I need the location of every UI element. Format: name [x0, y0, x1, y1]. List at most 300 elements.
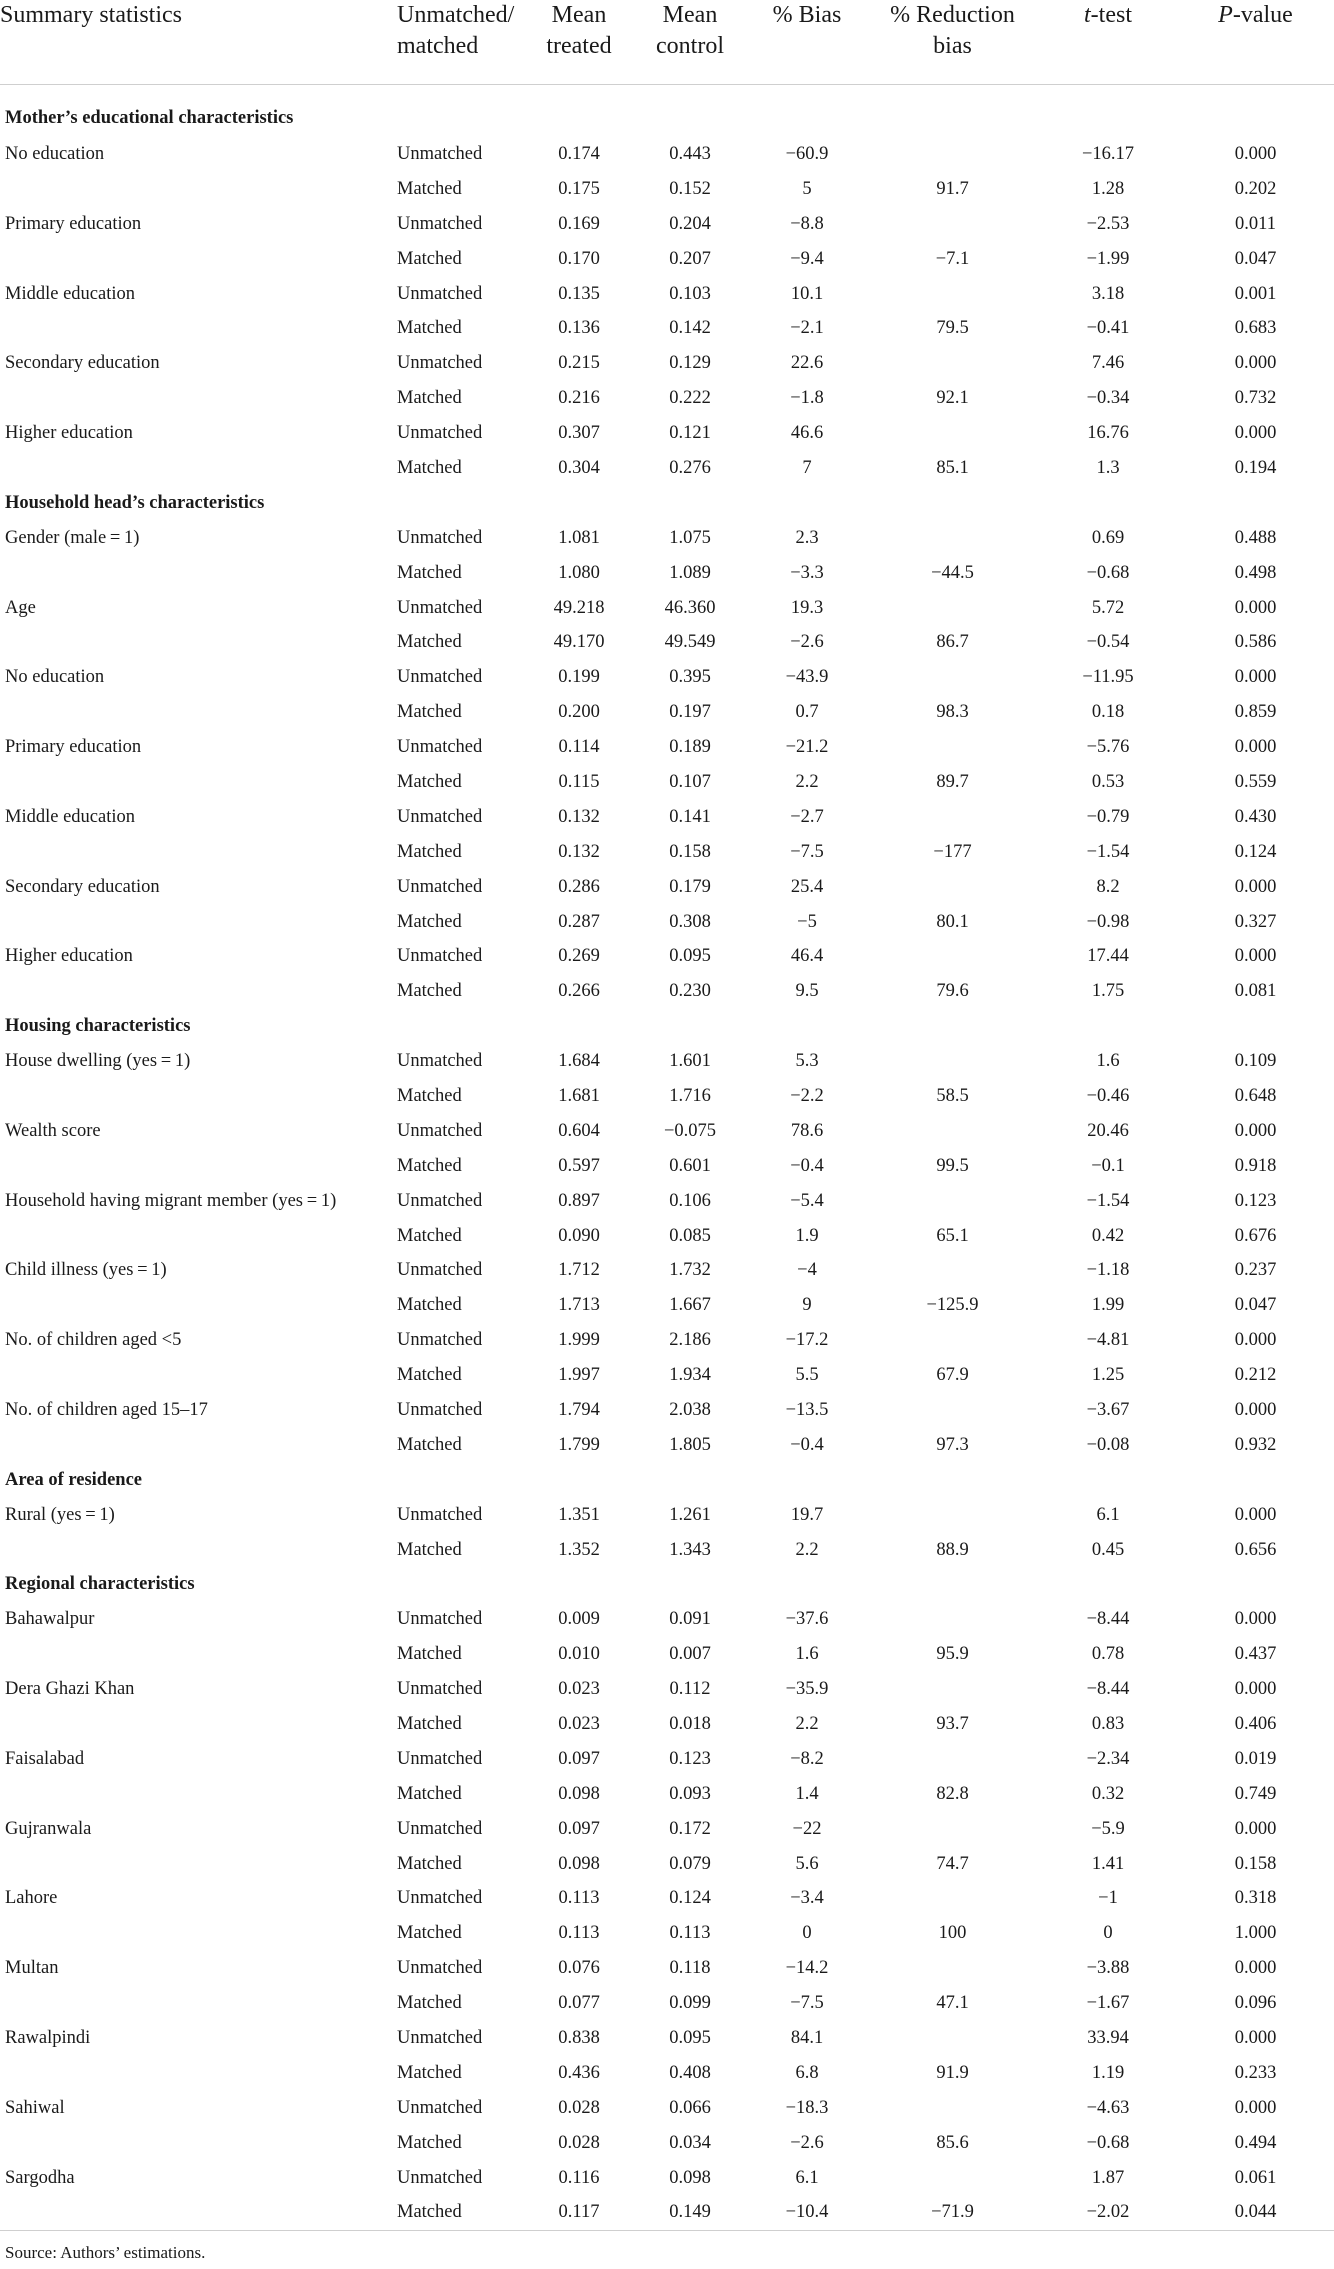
mean-control-cell: 0.007	[669, 1644, 711, 1665]
variable-label	[0, 1777, 397, 1812]
mean-treated-cell: 0.010	[558, 1644, 600, 1665]
header-text: treated	[546, 33, 612, 59]
variable-label: Higher education	[5, 423, 133, 444]
match-status-cell: Unmatched	[397, 806, 483, 827]
mean-control-cell: 0.085	[669, 1225, 711, 1246]
reduction-bias-cell	[866, 939, 1039, 974]
variable-label: Rawalpindi	[5, 2028, 91, 2049]
reduction-bias-cell	[866, 1812, 1039, 1847]
variable-label	[0, 1428, 397, 1463]
table-row	[0, 242, 1334, 277]
p-value-cell: 1.000	[1234, 1923, 1277, 1944]
mean-treated-cell: 49.170	[553, 632, 605, 653]
match-status-cell: Unmatched	[397, 737, 483, 758]
variable-label: Household having migrant member (yes = 1)	[5, 1190, 337, 1211]
mean-control-cell: 1.805	[669, 1434, 711, 1455]
mean-treated-cell: 0.132	[558, 841, 600, 862]
bias-cell: −22	[792, 1818, 822, 1839]
variable-label: No education	[5, 667, 105, 688]
p-value-cell: 0.000	[1234, 423, 1277, 444]
table-row	[0, 591, 1334, 626]
header-unmatched-matched	[397, 0, 526, 85]
bias-cell: 46.4	[790, 946, 824, 967]
bias-cell: 22.6	[790, 353, 824, 374]
header-mean-treated	[526, 0, 632, 85]
t-test-cell: −2.34	[1086, 1748, 1130, 1769]
mean-treated-cell: 0.286	[558, 876, 600, 897]
bias-cell: 46.6	[790, 423, 824, 444]
match-status-cell: Matched	[397, 841, 462, 862]
match-status-cell: Matched	[397, 1365, 462, 1386]
variable-label: Gender (male = 1)	[5, 527, 140, 548]
match-status-cell: Unmatched	[397, 946, 483, 967]
table-row	[0, 1637, 1334, 1672]
reduction-bias-cell: 74.7	[936, 1853, 969, 1874]
match-status-cell: Unmatched	[397, 1609, 483, 1630]
p-value-cell: 0.000	[1234, 667, 1277, 688]
reduction-bias-cell	[866, 2091, 1039, 2126]
p-value-cell: 0.683	[1234, 318, 1277, 339]
header-text: Mean	[551, 2, 607, 28]
match-status-cell: Matched	[397, 2132, 462, 2153]
match-status-cell: Matched	[397, 981, 462, 1002]
match-status-cell: Matched	[397, 1539, 462, 1560]
match-status-cell: Matched	[397, 1434, 462, 1455]
table-row	[0, 1916, 1334, 1951]
mean-control-cell: 1.716	[669, 1085, 711, 1106]
mean-control-cell: 0.103	[669, 283, 711, 304]
section-header-row	[0, 486, 1334, 521]
variable-label: Age	[5, 597, 36, 618]
reduction-bias-cell: 98.3	[936, 702, 969, 723]
mean-treated-cell: 0.200	[558, 702, 600, 723]
t-test-cell: −4.63	[1086, 2097, 1130, 2118]
section-title: Household head’s characteristics	[5, 492, 265, 513]
table-row	[0, 1533, 1334, 1568]
variable-label: Rural (yes = 1)	[5, 1504, 115, 1525]
table-row	[0, 939, 1334, 974]
bias-cell: −7.5	[790, 841, 824, 862]
p-value-cell: 0.001	[1234, 283, 1277, 304]
reduction-bias-cell	[866, 870, 1039, 905]
table-row	[0, 137, 1334, 172]
reduction-bias-cell	[866, 2021, 1039, 2056]
t-test-cell: 17.44	[1087, 946, 1129, 967]
bias-cell: 0.7	[795, 702, 819, 723]
mean-treated-cell: 0.169	[558, 213, 600, 234]
table-row	[0, 1742, 1334, 1777]
match-status-cell: Unmatched	[397, 1958, 483, 1979]
header-t-test	[1039, 0, 1177, 85]
p-value-cell: 0.237	[1234, 1260, 1277, 1281]
mean-treated-cell: 1.799	[558, 1434, 600, 1455]
p-value-cell: 0.859	[1234, 702, 1277, 723]
t-test-cell: −0.79	[1086, 806, 1130, 827]
variable-label: Middle education	[5, 806, 135, 827]
reduction-bias-cell	[866, 521, 1039, 556]
match-status-cell: Unmatched	[397, 1679, 483, 1700]
mean-treated-cell: 0.116	[558, 2167, 600, 2188]
section-title: Regional characteristics	[5, 1574, 195, 1595]
bias-cell: 5	[802, 178, 812, 199]
table-row	[0, 556, 1334, 591]
mean-control-cell: 1.075	[669, 527, 711, 548]
bias-cell: −60.9	[785, 143, 829, 164]
mean-control-cell: 0.095	[669, 946, 711, 967]
match-status-cell: Unmatched	[397, 2097, 483, 2118]
bias-cell: −8.8	[790, 213, 824, 234]
mean-treated-cell: 0.215	[558, 353, 600, 374]
mean-control-cell: 0.095	[669, 2028, 711, 2049]
mean-control-cell: 0.172	[669, 1818, 711, 1839]
t-test-cell: −1.54	[1086, 841, 1130, 862]
header-text: Unmatched/	[397, 2, 515, 28]
mean-treated-cell: 0.436	[558, 2062, 600, 2083]
mean-control-cell: 0.197	[669, 702, 711, 723]
match-status-cell: Matched	[397, 1853, 462, 1874]
t-test-cell: −1.18	[1086, 1260, 1130, 1281]
bias-cell: −3.3	[790, 562, 824, 583]
mean-treated-cell: 0.287	[558, 911, 600, 932]
t-test-cell: 1.3	[1096, 457, 1120, 478]
mean-treated-cell: 0.216	[558, 388, 600, 409]
match-status-cell: Unmatched	[397, 1260, 483, 1281]
bias-cell: −13.5	[785, 1400, 829, 1420]
mean-control-cell: 1.934	[669, 1365, 711, 1386]
mean-control-cell: 0.601	[669, 1155, 711, 1176]
reduction-bias-cell	[866, 1951, 1039, 1986]
table-row	[0, 451, 1334, 486]
bias-cell: −7.5	[790, 1993, 824, 2014]
table-row	[0, 1812, 1334, 1847]
table-row	[0, 660, 1334, 695]
mean-control-cell: 0.276	[669, 457, 711, 478]
table-row	[0, 870, 1334, 905]
header-text: Mean	[662, 2, 718, 28]
table-row	[0, 172, 1334, 207]
variable-label	[0, 1149, 397, 1184]
table-row	[0, 1114, 1334, 1149]
mean-control-cell: 0.121	[669, 423, 711, 444]
variable-label: Lahore	[5, 1888, 58, 1909]
reduction-bias-cell: −44.5	[931, 562, 974, 583]
bias-cell: 25.4	[790, 876, 824, 897]
bias-cell: −5	[797, 911, 817, 932]
t-test-cell: −5.9	[1091, 1818, 1125, 1839]
reduction-bias-cell	[866, 1742, 1039, 1777]
reduction-bias-cell	[866, 1672, 1039, 1707]
header-p-value	[1177, 0, 1334, 85]
bias-cell: 2.2	[795, 1714, 819, 1735]
mean-control-cell: 0.158	[669, 841, 711, 862]
bias-cell: 2.2	[795, 771, 819, 792]
match-status-cell: Unmatched	[397, 876, 483, 897]
reduction-bias-cell: 95.9	[936, 1644, 969, 1665]
mean-treated-cell: 0.097	[558, 1748, 600, 1769]
reduction-bias-cell: −71.9	[866, 2196, 1039, 2231]
header-italic-symbol: t	[1084, 2, 1091, 28]
p-value-cell: 0.011	[1235, 213, 1276, 234]
reduction-bias-cell: 80.1	[936, 911, 969, 932]
mean-treated-cell: 0.135	[558, 283, 600, 304]
variable-label	[0, 1916, 397, 1951]
p-value-cell: 0.000	[1234, 2097, 1277, 2118]
variable-label: Sargodha	[5, 2167, 75, 2188]
variable-label	[0, 695, 397, 730]
bias-cell: 84.1	[790, 2028, 824, 2049]
bias-cell: −3.4	[790, 1888, 824, 1909]
mean-control-cell: 0.129	[669, 353, 711, 374]
p-value-cell: 0.406	[1234, 1714, 1277, 1735]
reduction-bias-cell: −177	[933, 841, 972, 862]
mean-treated-cell: 0.170	[558, 248, 600, 269]
reduction-bias-cell	[866, 591, 1039, 626]
mean-control-cell: 0.189	[669, 737, 711, 758]
table-row	[0, 521, 1334, 556]
table-row	[0, 2021, 1334, 2056]
section-header-row	[0, 1463, 1334, 1498]
mean-treated-cell: 0.304	[558, 457, 600, 478]
mean-treated-cell: 0.132	[558, 806, 600, 827]
mean-treated-cell: 0.266	[558, 981, 600, 1002]
table-row	[0, 1323, 1334, 1358]
mean-control-cell: 0.152	[669, 178, 711, 199]
t-test-cell: −0.1	[1091, 1155, 1125, 1176]
match-status-cell: Matched	[397, 1644, 462, 1665]
reduction-bias-cell: 85.1	[936, 457, 969, 478]
match-status-cell: Matched	[397, 1085, 462, 1106]
bias-cell: −18.3	[785, 2097, 829, 2118]
match-status-cell: Unmatched	[397, 283, 483, 304]
reduction-bias-cell: 99.5	[936, 1155, 969, 1176]
mean-treated-cell: 0.136	[558, 318, 600, 339]
reduction-bias-cell	[866, 730, 1039, 765]
section-title: Mother’s educational characteristics	[5, 107, 294, 128]
variable-label	[0, 556, 397, 591]
p-value-cell: 0.109	[1234, 1051, 1277, 1072]
table-row	[0, 974, 1334, 1009]
header-text: matched	[397, 33, 479, 59]
match-status-cell: Matched	[397, 388, 462, 409]
bias-cell: −4	[797, 1260, 817, 1281]
section-title: Area of residence	[5, 1469, 142, 1490]
header-percent-reduction-bias	[866, 0, 1039, 85]
reduction-bias-cell: 100	[938, 1923, 967, 1944]
table-row	[0, 2091, 1334, 2126]
mean-control-cell: 1.667	[669, 1295, 711, 1316]
table-row	[0, 311, 1334, 346]
table-body	[0, 85, 1334, 2231]
variable-label: Wealth score	[5, 1120, 101, 1141]
mean-control-cell: 2.186	[669, 1330, 711, 1351]
table-row	[0, 625, 1334, 660]
t-test-cell: 0.18	[1091, 702, 1125, 723]
t-test-cell: 0.42	[1091, 1225, 1125, 1246]
bias-cell: 5.5	[795, 1365, 819, 1386]
table-row	[0, 905, 1334, 940]
bias-cell: 1.9	[795, 1225, 819, 1246]
mean-treated-cell: 0.897	[558, 1190, 600, 1211]
t-test-cell: 1.41	[1091, 1853, 1125, 1874]
mean-treated-cell: 0.076	[558, 1958, 600, 1979]
t-test-cell: −0.54	[1086, 632, 1130, 653]
mean-treated-cell: 0.175	[558, 178, 600, 199]
table-row	[0, 1288, 1334, 1323]
match-status-cell: Matched	[397, 911, 462, 932]
reduction-bias-cell	[866, 1498, 1039, 1533]
match-status-cell: Unmatched	[397, 353, 483, 374]
t-test-cell: 1.28	[1091, 178, 1125, 199]
bias-cell: −37.6	[785, 1609, 829, 1630]
t-test-cell: 8.2	[1096, 876, 1120, 897]
mean-treated-cell: 0.113	[558, 1888, 600, 1909]
mean-treated-cell: 0.097	[558, 1818, 600, 1839]
table-row	[0, 730, 1334, 765]
variable-label: Gujranwala	[5, 1818, 92, 1839]
mean-treated-cell: 0.090	[558, 1225, 600, 1246]
match-status-cell: Unmatched	[397, 143, 483, 164]
p-value-cell: 0.123	[1234, 1190, 1277, 1211]
mean-control-cell: 1.261	[669, 1504, 711, 1525]
t-test-cell: −1.54	[1086, 1190, 1130, 1211]
table-row	[0, 207, 1334, 242]
t-test-cell: 0.53	[1091, 771, 1125, 792]
bias-cell: 6.8	[795, 2062, 819, 2083]
bias-cell: 1.4	[795, 1783, 819, 1804]
bias-cell: −8.2	[790, 1748, 824, 1769]
table-header	[0, 0, 1334, 85]
reduction-bias-cell: 67.9	[936, 1365, 969, 1386]
p-value-cell: 0.559	[1234, 771, 1277, 792]
mean-control-cell: 0.149	[632, 2196, 748, 2231]
match-status-cell: Matched	[397, 702, 462, 723]
t-test-cell: −3.88	[1086, 1958, 1130, 1979]
bias-cell: 78.6	[790, 1120, 824, 1141]
table-row	[0, 1847, 1334, 1882]
match-status-cell: Unmatched	[397, 1818, 483, 1839]
p-value-cell: 0.000	[1234, 946, 1277, 967]
mean-treated-cell: 0.269	[558, 946, 600, 967]
table-row	[0, 1672, 1334, 1707]
p-value-cell: 0.047	[1234, 1295, 1277, 1316]
t-test-cell: 33.94	[1087, 2028, 1129, 2049]
p-value-cell: 0.648	[1234, 1085, 1277, 1106]
mean-control-cell: 2.038	[669, 1400, 711, 1420]
p-value-cell: 0.586	[1234, 632, 1277, 653]
t-test-cell: −0.98	[1086, 911, 1130, 932]
match-status-cell: Matched	[397, 2196, 526, 2231]
table-row	[0, 1777, 1334, 1812]
variable-label	[0, 625, 397, 660]
mean-treated-cell: 1.352	[558, 1539, 600, 1560]
p-value-cell: 0.061	[1234, 2167, 1277, 2188]
mean-treated-cell: 0.604	[558, 1120, 600, 1141]
variable-label: Sahiwal	[5, 2097, 65, 2118]
mean-treated-cell: 0.098	[558, 1853, 600, 1874]
p-value-cell: 0.000	[1234, 597, 1277, 618]
t-test-cell: 0.83	[1091, 1714, 1125, 1735]
match-status-cell: Matched	[397, 1714, 462, 1735]
t-test-cell: 0.32	[1091, 1783, 1125, 1804]
p-value-cell: 0.932	[1234, 1434, 1277, 1455]
header-text: control	[656, 33, 724, 59]
bias-cell: −2.6	[790, 2132, 824, 2153]
header-row	[0, 0, 1334, 85]
variable-label: Secondary education	[5, 353, 160, 374]
t-test-cell: −1	[1098, 1888, 1118, 1909]
p-value-cell: 0.000	[1234, 1609, 1277, 1630]
variable-label	[0, 835, 397, 870]
bias-cell: 7	[802, 457, 812, 478]
bias-cell: −21.2	[785, 737, 829, 758]
mean-control-cell: 0.018	[669, 1714, 711, 1735]
t-test-cell: 1.25	[1091, 1365, 1125, 1386]
mean-treated-cell: 1.794	[558, 1400, 600, 1420]
mean-treated-cell: 1.713	[558, 1295, 600, 1316]
t-test-cell: −0.68	[1086, 2132, 1130, 2153]
reduction-bias-cell	[866, 1882, 1039, 1917]
t-test-cell: 20.46	[1087, 1120, 1129, 1141]
match-status-cell: Matched	[397, 1295, 462, 1316]
bias-cell: −2.7	[790, 806, 824, 827]
p-value-cell: 0.437	[1234, 1644, 1277, 1665]
mean-control-cell: 0.179	[669, 876, 711, 897]
mean-control-cell: 0.204	[669, 213, 711, 234]
mean-control-cell: 0.118	[669, 1958, 711, 1979]
mean-treated-cell: 0.023	[558, 1714, 600, 1735]
variable-label	[0, 1358, 397, 1393]
table-row	[0, 1986, 1334, 2021]
mean-treated-cell: 0.028	[558, 2132, 600, 2153]
t-test-cell: −0.08	[1086, 1434, 1130, 1455]
table-row	[0, 1219, 1334, 1254]
p-value-cell: 0.202	[1234, 178, 1277, 199]
mean-treated-cell: 0.114	[558, 737, 600, 758]
t-test-cell: −8.44	[1086, 1609, 1130, 1630]
match-status-cell: Unmatched	[397, 2167, 483, 2188]
reduction-bias-cell: 92.1	[936, 388, 969, 409]
bias-cell: −2.6	[790, 632, 824, 653]
p-value-cell: 0.044	[1177, 2196, 1334, 2231]
header-text: bias	[933, 33, 972, 59]
reduction-bias-cell: 58.5	[936, 1085, 969, 1106]
bias-cell: 5.6	[795, 1853, 819, 1874]
variable-label: No education	[5, 143, 105, 164]
match-status-cell: Matched	[397, 1783, 462, 1804]
bias-cell: 2.2	[795, 1539, 819, 1560]
variable-label: No. of children aged <5	[5, 1330, 182, 1351]
bias-cell: 19.3	[790, 597, 824, 618]
reduction-bias-cell: 79.6	[936, 981, 969, 1002]
mean-control-cell: 0.222	[669, 388, 711, 409]
match-status-cell: Unmatched	[397, 1330, 483, 1351]
p-value-cell: 0.498	[1234, 562, 1277, 583]
reduction-bias-cell: −7.1	[935, 248, 970, 269]
p-value-cell: 0.488	[1234, 527, 1277, 548]
table-row	[0, 346, 1334, 381]
mean-treated-cell: 1.684	[558, 1051, 600, 1072]
mean-control-cell: 1.089	[669, 562, 711, 583]
bias-cell: −9.4	[790, 248, 824, 269]
reduction-bias-cell	[866, 207, 1039, 242]
p-value-cell: 0.000	[1234, 1504, 1277, 1525]
t-test-cell: 1.99	[1091, 1295, 1125, 1316]
reduction-bias-cell	[866, 137, 1039, 172]
table-row	[0, 1358, 1334, 1393]
variable-label: House dwelling (yes = 1)	[5, 1051, 191, 1072]
bias-cell: 9.5	[795, 981, 819, 1002]
variable-label	[0, 1288, 397, 1323]
